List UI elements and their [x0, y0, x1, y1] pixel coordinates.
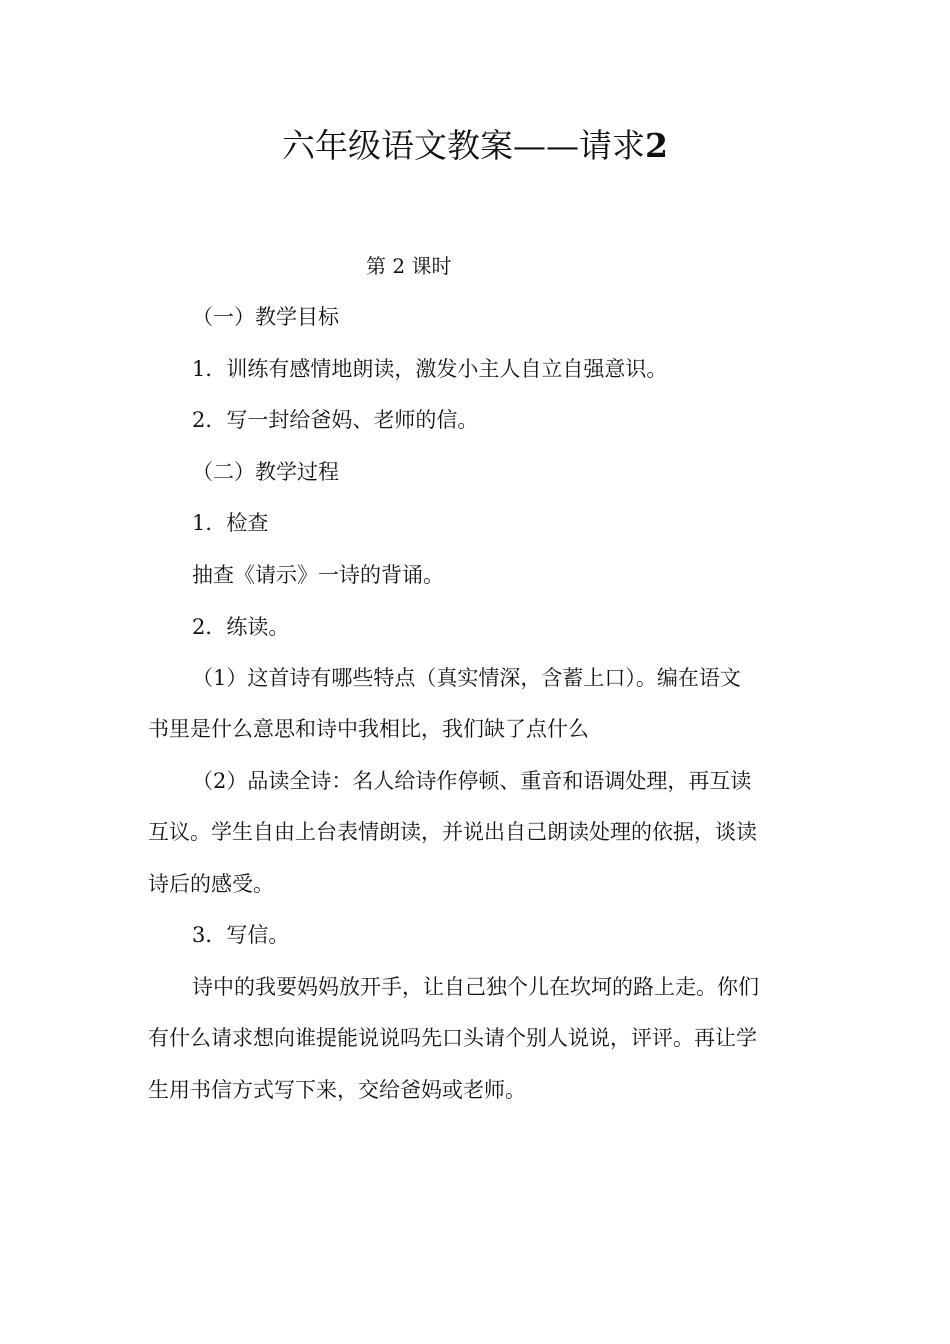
paragraph-line: 书里是什么意思和诗中我相比，我们缺了点什么	[148, 717, 589, 741]
lesson-label: 第 2 课时	[366, 254, 452, 278]
title-text: 六年级语文教案——请求	[282, 126, 646, 165]
paragraph-line: （2）品读全诗：名人给诗作停顿、重音和语调处理，再互读	[192, 769, 752, 793]
paragraph-line: 抽查《请示》一诗的背诵。	[192, 563, 444, 587]
section-heading-process: （二）教学过程	[192, 460, 339, 484]
paragraph-line: 诗后的感受。	[148, 872, 274, 896]
paragraph-line: 1．训练有感情地朗读，激发小主人自立自强意识。	[192, 357, 668, 381]
paragraph-line: 1．检查	[192, 511, 269, 535]
title-number: 2	[645, 126, 668, 165]
paragraph-line: 生用书信方式写下来，交给爸妈或老师。	[148, 1078, 526, 1102]
paragraph-line: （1）这首诗有哪些特点（真实情深，含蓄上口）。编在语文	[192, 666, 741, 690]
paragraph-line: 有什么请求想向谁提能说说吗先口头请个别人说说，评评。再让学	[148, 1026, 757, 1050]
paragraph-line: 2．练读。	[192, 615, 290, 639]
section-heading-objectives: （一）教学目标	[192, 305, 339, 329]
document-title	[0, 122, 950, 170]
paragraph-line: 互议。学生自由上台表情朗读，并说出自己朗读处理的依据，谈读	[148, 820, 757, 844]
paragraph-line: 诗中的我要妈妈放开手，让自己独个儿在坎坷的路上走。你们	[192, 975, 759, 999]
paragraph-line: 3．写信。	[192, 923, 290, 947]
paragraph-line: 2．写一封给爸妈、老师的信。	[192, 408, 479, 432]
